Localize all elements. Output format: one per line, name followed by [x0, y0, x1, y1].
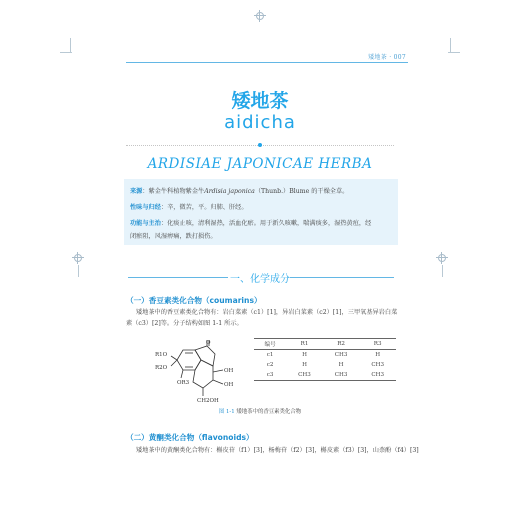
table-header-cell: R3 — [359, 339, 396, 350]
table-header-cell: R2 — [323, 339, 360, 350]
info-box — [124, 179, 398, 245]
info-function-cont — [130, 231, 217, 240]
table-cell: c2 — [266, 362, 274, 368]
table-row — [254, 370, 396, 381]
table-cell: c1 — [266, 352, 274, 358]
label-oh-2: OH — [224, 382, 234, 388]
table-cell: CH3 — [359, 370, 396, 381]
label-ch2oh: CH2OH — [197, 398, 219, 404]
paragraph-line: 素（c3）[2]等。分子结构如图 1-1 所示。 — [126, 320, 243, 327]
registration-mark-left — [72, 252, 84, 264]
info-source — [130, 186, 348, 195]
table-header-cell: 编号 — [254, 339, 286, 350]
paragraph-line: 矮地茶中的香豆素类化合物有：岩白菜素（c1）[1]，异岩白菜素（c2）[1]，三甲氧基异岩白菜 — [136, 309, 398, 316]
crop-line-right — [448, 52, 460, 53]
divider-dot — [258, 143, 262, 147]
lactone-ring — [195, 346, 215, 366]
label-carbonyl-o: O — [206, 340, 211, 346]
function-label: 功能与主治 — [130, 220, 161, 227]
table-cell: CH3 — [323, 370, 360, 381]
table-header-row — [254, 339, 396, 350]
table-cell: H — [302, 352, 307, 358]
section-title: 一、化学成分 — [230, 274, 290, 285]
paragraph-line: 矮地茶中的黄酮类化合物有：槲皮苷（f1）[3]，杨梅苷（f2）[3]，槲皮素（f3）[3]，山柰酚（f4）[3] — [136, 447, 419, 454]
latin-name: ARDISIAE JAPONICAE HERBA — [147, 156, 373, 172]
crop-line-top-right — [450, 38, 451, 52]
nature-label: 性味与归经 — [130, 204, 161, 211]
compound-table — [254, 338, 396, 381]
molecular-structure — [155, 338, 250, 404]
function-text-2: 闭瘀阻，风湿痹痛，跌打损伤。 — [130, 233, 217, 240]
subsection-title-coumarins: （一）香豆素类化合物（coumarins） — [126, 296, 262, 305]
label-or3: OR3 — [177, 380, 190, 386]
table-cell: H — [302, 362, 307, 368]
label-oh-1: OH — [224, 368, 234, 374]
source-species: Ardisia japonica — [204, 188, 255, 195]
nature-text: ：辛，微苦，平。归肺、肝经。 — [160, 204, 248, 211]
pyran-ring — [193, 360, 213, 388]
figure-caption — [0, 407, 520, 415]
crop-line-top — [70, 38, 71, 52]
crop-line-left — [60, 52, 72, 53]
page-title: 矮地茶 — [231, 90, 289, 112]
source-label: 来源 — [130, 188, 143, 195]
header-rule — [126, 62, 408, 63]
page-title-pinyin: aidicha — [224, 112, 296, 133]
table-row — [254, 360, 396, 370]
figure-number: 图 1-1 — [218, 409, 235, 415]
registration-mark-top — [254, 10, 266, 22]
paragraph-flavonoids — [126, 445, 419, 456]
subsection-title-flavonoids: （二）黄酮类化合物（flavonoids） — [126, 433, 254, 442]
paragraph-coumarins — [126, 307, 398, 329]
source-text-a: ：紫金牛科植物紫金牛 — [142, 188, 205, 195]
table-cell: c3 — [254, 370, 286, 381]
table-row — [254, 350, 396, 361]
figure-caption-text: 矮地茶中的香豆素类化合物 — [236, 409, 302, 415]
label-r2o: R2O — [155, 365, 168, 371]
table-cell: CH3 — [334, 352, 348, 358]
info-nature — [130, 202, 248, 211]
registration-mark-right — [436, 252, 448, 264]
table-cell: CH3 — [371, 362, 385, 368]
table-header-cell: R1 — [286, 339, 323, 350]
label-r1o: R1O — [155, 352, 168, 358]
info-function — [130, 218, 371, 227]
function-text-1: ：化痰止咳，清利湿热，活血化瘀。用于新久咳嗽，喘满痰多，湿热黄疸，经 — [160, 220, 372, 227]
source-text-b: （Thunb.）Blume 的干燥全草。 — [254, 188, 349, 195]
table-cell: H — [375, 352, 381, 358]
table-cell: H — [338, 362, 344, 368]
running-head: 矮地茶 · 007 — [368, 54, 406, 61]
table-cell: CH3 — [286, 370, 323, 381]
